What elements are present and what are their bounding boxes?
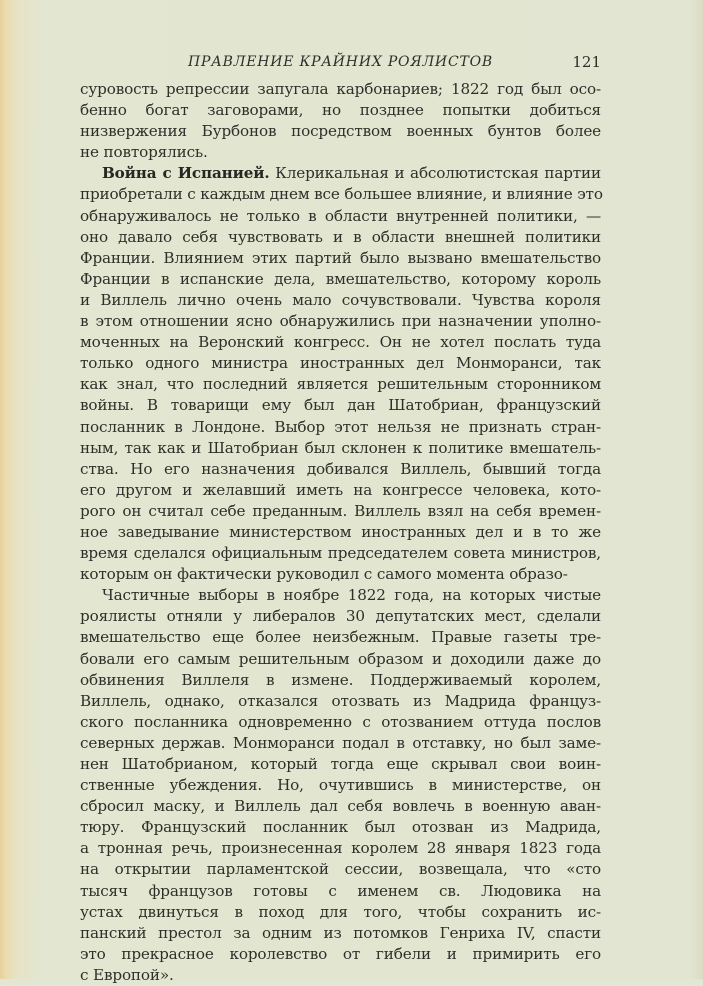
text-line: вмешательство еще более неизбежным. Правые газеты тре- <box>80 628 601 647</box>
text-line: войны. В товарищи ему был дан Шатобриан, французский <box>80 396 601 415</box>
text-line: и Виллель лично очень мало сочувствовали. Чувства короля <box>80 290 601 309</box>
text-line: оно давало себя чувствовать и в области внешней политики <box>80 227 601 246</box>
text-line: ным, так как и Шатобриан был склонен к политике вмешатель- <box>80 438 601 457</box>
text-line: рого он считал себе преданным. Виллель взял на себя времен- <box>80 501 601 520</box>
text-line: устах двинуться в поход для того, чтобы сохранить ис- <box>80 902 601 921</box>
text-fragment: Клерикальная и абсолютистская партии <box>275 164 601 183</box>
text-line: Франции. Влиянием этих партий было вызвано вмешательство <box>80 248 601 267</box>
text-line: тюру. Французский посланник был отозван из Мадрида, <box>80 818 601 837</box>
text-line: приобретали с каждым днем все большее влияние, и влияние это <box>80 185 603 204</box>
text-line: Частичные выборы в ноябре 1822 года, на которых чистые <box>102 586 601 605</box>
text-line: ственные убеждения. Но, очутившись в министерстве, он <box>80 776 601 795</box>
text-line: обвинения Виллеля в измене. Поддерживаемый королем, <box>80 670 601 689</box>
text-line: ное заведывание министерством иностранных дел и в то же <box>80 522 601 541</box>
text-line-first <box>80 163 601 184</box>
running-title: ПРАВЛЕНИЕ КРАЙНИХ РОЯЛИСТОВ <box>188 54 493 70</box>
text-line: низвержения Бурбонов посредством военных бунтов более <box>80 122 601 141</box>
text-line: ского посланника одновременно с отозванием оттуда послов <box>80 712 601 731</box>
text-line: панский престол за одним из потомков Генриха IV, спасти <box>80 923 601 942</box>
text-line: северных держав. Монморанси подал в отставку, но был заме- <box>80 733 601 752</box>
text-line: его другом и желавший иметь на конгрессе человека, кото- <box>80 480 601 499</box>
body-text <box>80 79 601 986</box>
text-line: как знал, что последний является решительным сторонником <box>80 375 601 394</box>
section-heading: Война с Испанией. <box>102 164 270 183</box>
text-line: не повторялись. <box>80 143 208 162</box>
text-line: время сделался официальным председателем совета министров, <box>80 544 601 563</box>
text-line: Виллель, однако, отказался отозвать из Мадрида француз- <box>80 691 601 710</box>
text-line: нен Шатобрианом, который тогда еще скрывал свои воин- <box>80 755 601 773</box>
text-line: в этом отношении ясно обнаружились при назначении уполно- <box>80 312 601 331</box>
text-line: бенно богат заговорами, но позднее попытки добиться <box>80 101 601 120</box>
text-line: роялисты отняли у либералов 30 депутатских мест, сделали <box>80 607 601 626</box>
text-line: обнаруживалось не только в области внутренней политики, — <box>80 206 601 225</box>
running-head <box>80 50 601 74</box>
text-line: бовали его самым решительным образом и доходили даже до <box>80 649 601 668</box>
text-line: суровость репрессии запугала карбонариев; 1822 год был осо- <box>80 80 601 98</box>
text-line: ства. Но его назначения добивался Виллель, бывший тогда <box>80 459 601 478</box>
text-line: а тронная речь, произнесенная королем 28 января 1823 года <box>80 839 601 858</box>
text-line: которым он фактически руководил с самого момента образо- <box>80 565 568 584</box>
text-line: посланник в Лондоне. Выбор этот нельзя не признать стран- <box>80 417 601 436</box>
text-line: это прекрасное королевство от гибели и примирить его <box>80 944 601 963</box>
paragraph-war-with-spain <box>80 163 601 585</box>
text-line: сбросил маску, и Виллель дал себя вовлечь в военную аван- <box>80 797 601 816</box>
paragraph-continuation <box>80 79 601 163</box>
text-line: Франции в испанские дела, вмешательство, которому король <box>80 269 601 288</box>
text-line: тысяч французов готовы с именем св. Людовика на <box>80 881 601 900</box>
paragraph-elections <box>80 585 601 986</box>
text-line: на открытии парламентской сессии, возвещала, что «сто <box>80 860 601 879</box>
text-line: с Европой». <box>80 965 174 984</box>
text-line: моченных на Веронский конгресс. Он не хотел послать туда <box>80 333 601 352</box>
text-line: только одного министра иностранных дел Монморанси, так <box>80 354 601 373</box>
page-number: 121 <box>572 53 601 71</box>
